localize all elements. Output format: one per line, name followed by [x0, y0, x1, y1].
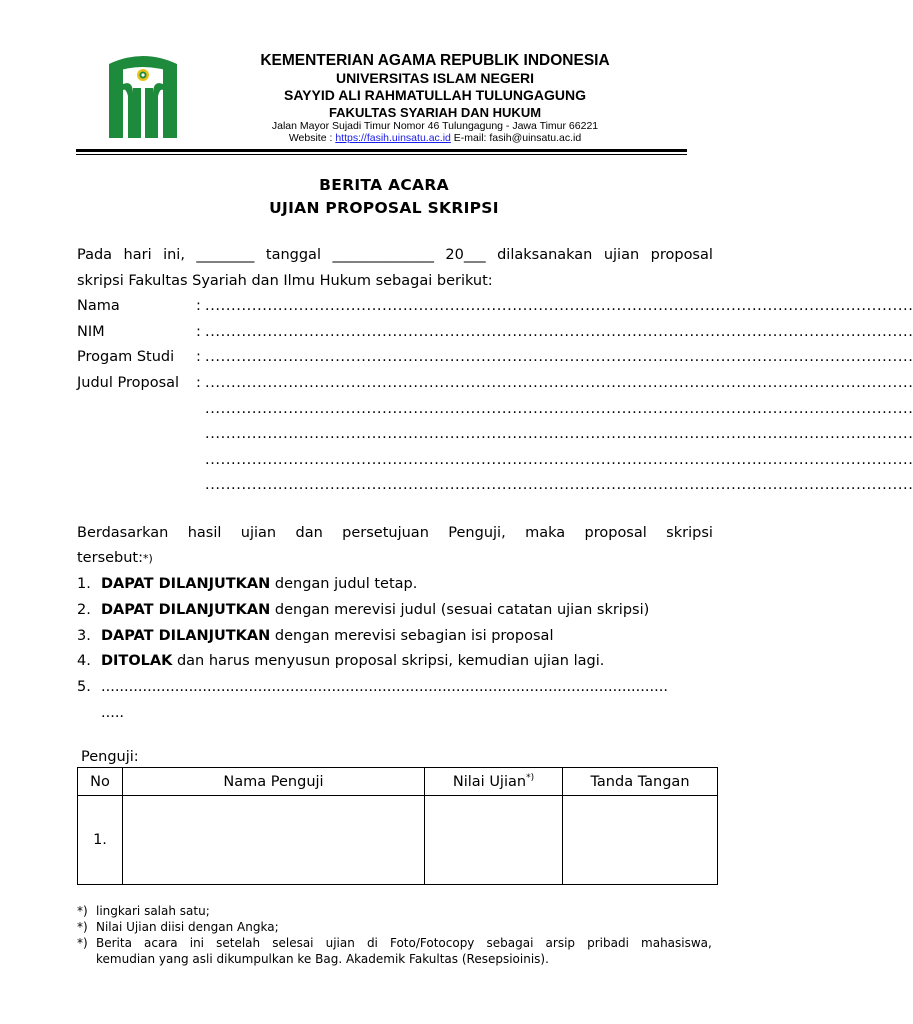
intro-word: ______________	[332, 247, 434, 263]
result-word: proposal	[584, 525, 647, 541]
penguji-table	[77, 767, 718, 885]
footnote-text	[96, 936, 712, 951]
footnote-word: acara	[144, 936, 178, 950]
footnote-mark: *)	[77, 920, 88, 934]
footnote-text: lingkari salah satu;	[96, 904, 210, 918]
intro-line-1	[77, 246, 713, 264]
footnote-text-cont: kemudian yang asli dikumpulkan ke Bag. Akademik Fakultas (Resepsioinis).	[96, 952, 549, 966]
footnote-word: setelah	[216, 936, 261, 950]
option-number: 2.	[77, 602, 91, 618]
field-colon: :	[196, 349, 201, 365]
field-label-prodi: Progam Studi	[77, 349, 175, 365]
footnote-mark: *)	[77, 936, 88, 950]
option-bold: DAPAT DILANJUTKAN	[101, 628, 271, 644]
field-colon: :	[196, 298, 201, 314]
footnote-word: arsip	[545, 936, 576, 950]
footnote-word: ujian	[325, 936, 355, 950]
field-label-nim: NIM	[77, 324, 105, 340]
intro-word: proposal	[650, 247, 713, 263]
footnote-word: selesai	[272, 936, 314, 950]
letterhead-university-name: SAYYID ALI RAHMATULLAH TULUNGAGUNG	[283, 87, 587, 103]
field-dots-judul-cont[interactable]: ........................................................................................................................................	[205, 401, 913, 417]
field-dots-judul-cont[interactable]: ........................................................................................................................................	[205, 426, 913, 442]
footnote-mark: *)	[77, 904, 88, 918]
option-number: 4.	[77, 653, 91, 669]
letterhead-address: Jalan Mayor Sujadi Timur Nomor 46 Tulungagung - Jawa Timur 66221	[271, 120, 599, 132]
penguji-label: Penguji:	[81, 749, 139, 765]
intro-line-2: skripsi Fakultas Syariah dan Ilmu Hukum sebagai berikut:	[77, 273, 493, 289]
field-dots-prodi[interactable]: ........................................................................................................................................	[205, 349, 913, 365]
result-word: Berdasarkan	[77, 525, 169, 541]
footnote-word: Berita	[96, 936, 132, 950]
intro-word: dilaksanakan	[497, 247, 593, 263]
footnote-word: sebagai	[486, 936, 534, 950]
email-text: E-mail: fasih@uinsatu.ac.id	[450, 132, 582, 144]
col-header-ttd: Tanda Tangan	[563, 768, 718, 796]
option-text: ...........................................................................................................................	[101, 679, 668, 695]
cell-nilai[interactable]	[425, 796, 563, 885]
field-dots-judul[interactable]: ........................................................................................................................................	[205, 375, 913, 391]
field-dots-nim[interactable]: ........................................................................................................................................	[205, 324, 913, 340]
footnote-word: Foto/Fotocopy	[389, 936, 475, 950]
col-header-nilai-mark: *)	[526, 773, 535, 784]
result-line-2-text: tersebut:	[77, 550, 144, 566]
result-word: persetujuan	[342, 525, 429, 541]
result-word: hasil	[187, 525, 222, 541]
document-title: BERITA ACARA	[319, 176, 449, 194]
option-4[interactable]	[101, 652, 604, 670]
option-5-cont: .....	[101, 705, 125, 721]
letterhead-faculty: FAKULTAS SYARIAH DAN HUKUM	[328, 105, 542, 120]
option-bold: DAPAT DILANJUTKAN	[101, 576, 271, 592]
table-row	[78, 796, 718, 885]
letterhead-university: UNIVERSITAS ISLAM NEGERI	[335, 70, 535, 86]
table-header-row	[78, 768, 718, 796]
cell-no: 1.	[78, 796, 123, 885]
option-2[interactable]	[101, 601, 649, 619]
result-word: ujian	[240, 525, 277, 541]
intro-word: ini,	[163, 247, 185, 263]
intro-word: tanggal	[265, 247, 321, 263]
option-number: 5.	[77, 679, 91, 695]
website-link[interactable]: https://fasih.uinsatu.ac.id	[335, 132, 451, 144]
result-word: skripsi	[666, 525, 713, 541]
option-number: 3.	[77, 628, 91, 644]
option-5[interactable]	[101, 678, 709, 696]
footnote-word: ini	[189, 936, 205, 950]
col-header-nilai	[425, 768, 563, 796]
field-dots-judul-cont[interactable]: ........................................................................................................................................	[205, 477, 913, 493]
document-subtitle: UJIAN PROPOSAL SKRIPSI	[269, 199, 499, 217]
option-3[interactable]	[101, 627, 553, 645]
option-text: dengan judul tetap.	[270, 576, 418, 592]
result-word: dan	[295, 525, 323, 541]
website-label: Website :	[288, 132, 336, 144]
col-header-nama: Nama Penguji	[123, 768, 425, 796]
footnote-word: mahasiswa,	[641, 936, 712, 950]
field-dots-judul-cont[interactable]: ........................................................................................................................................	[205, 452, 913, 468]
option-text: dengan merevisi judul (sesuai catatan ujian skripsi)	[270, 602, 650, 618]
option-number: 1.	[77, 576, 91, 592]
col-header-no: No	[78, 768, 123, 796]
intro-word: hari	[123, 247, 152, 263]
footnote-word: di	[366, 936, 378, 950]
field-colon: :	[196, 324, 201, 340]
intro-word: 20___	[445, 247, 486, 263]
cell-ttd[interactable]	[563, 796, 718, 885]
result-word: Penguji,	[448, 525, 506, 541]
option-text: dan harus menyusun proposal skripsi, kemudian ujian lagi.	[172, 653, 605, 669]
result-footnote-mark: *)	[143, 552, 153, 565]
field-label-nama: Nama	[77, 298, 120, 314]
result-line-2	[77, 549, 153, 568]
field-colon: :	[196, 375, 201, 391]
result-word: maka	[525, 525, 566, 541]
field-label-judul: Judul Proposal	[77, 375, 180, 391]
footnote-text: Nilai Ujian diisi dengan Angka;	[96, 920, 279, 934]
result-line-1	[77, 524, 713, 542]
university-logo	[106, 54, 180, 140]
intro-word: Pada	[77, 247, 113, 263]
letterhead-ministry: KEMENTERIAN AGAMA REPUBLIK INDONESIA	[260, 52, 610, 69]
option-1[interactable]	[101, 575, 417, 593]
footnote-word: pribadi	[587, 936, 629, 950]
field-dots-nama[interactable]: ........................................................................................................................................	[205, 298, 913, 314]
letterhead-rule-thick	[76, 149, 687, 152]
letterhead-rule-thin	[76, 154, 687, 155]
intro-word: ujian	[603, 247, 640, 263]
cell-nama[interactable]	[123, 796, 425, 885]
option-bold: DITOLAK	[101, 653, 173, 669]
option-text: dengan merevisi sebagian isi proposal	[270, 628, 554, 644]
option-bold: DAPAT DILANJUTKAN	[101, 602, 271, 618]
letterhead-contact	[228, 132, 642, 144]
intro-word: ________	[196, 247, 255, 263]
col-header-nilai-text: Nilai Ujian	[452, 773, 527, 790]
